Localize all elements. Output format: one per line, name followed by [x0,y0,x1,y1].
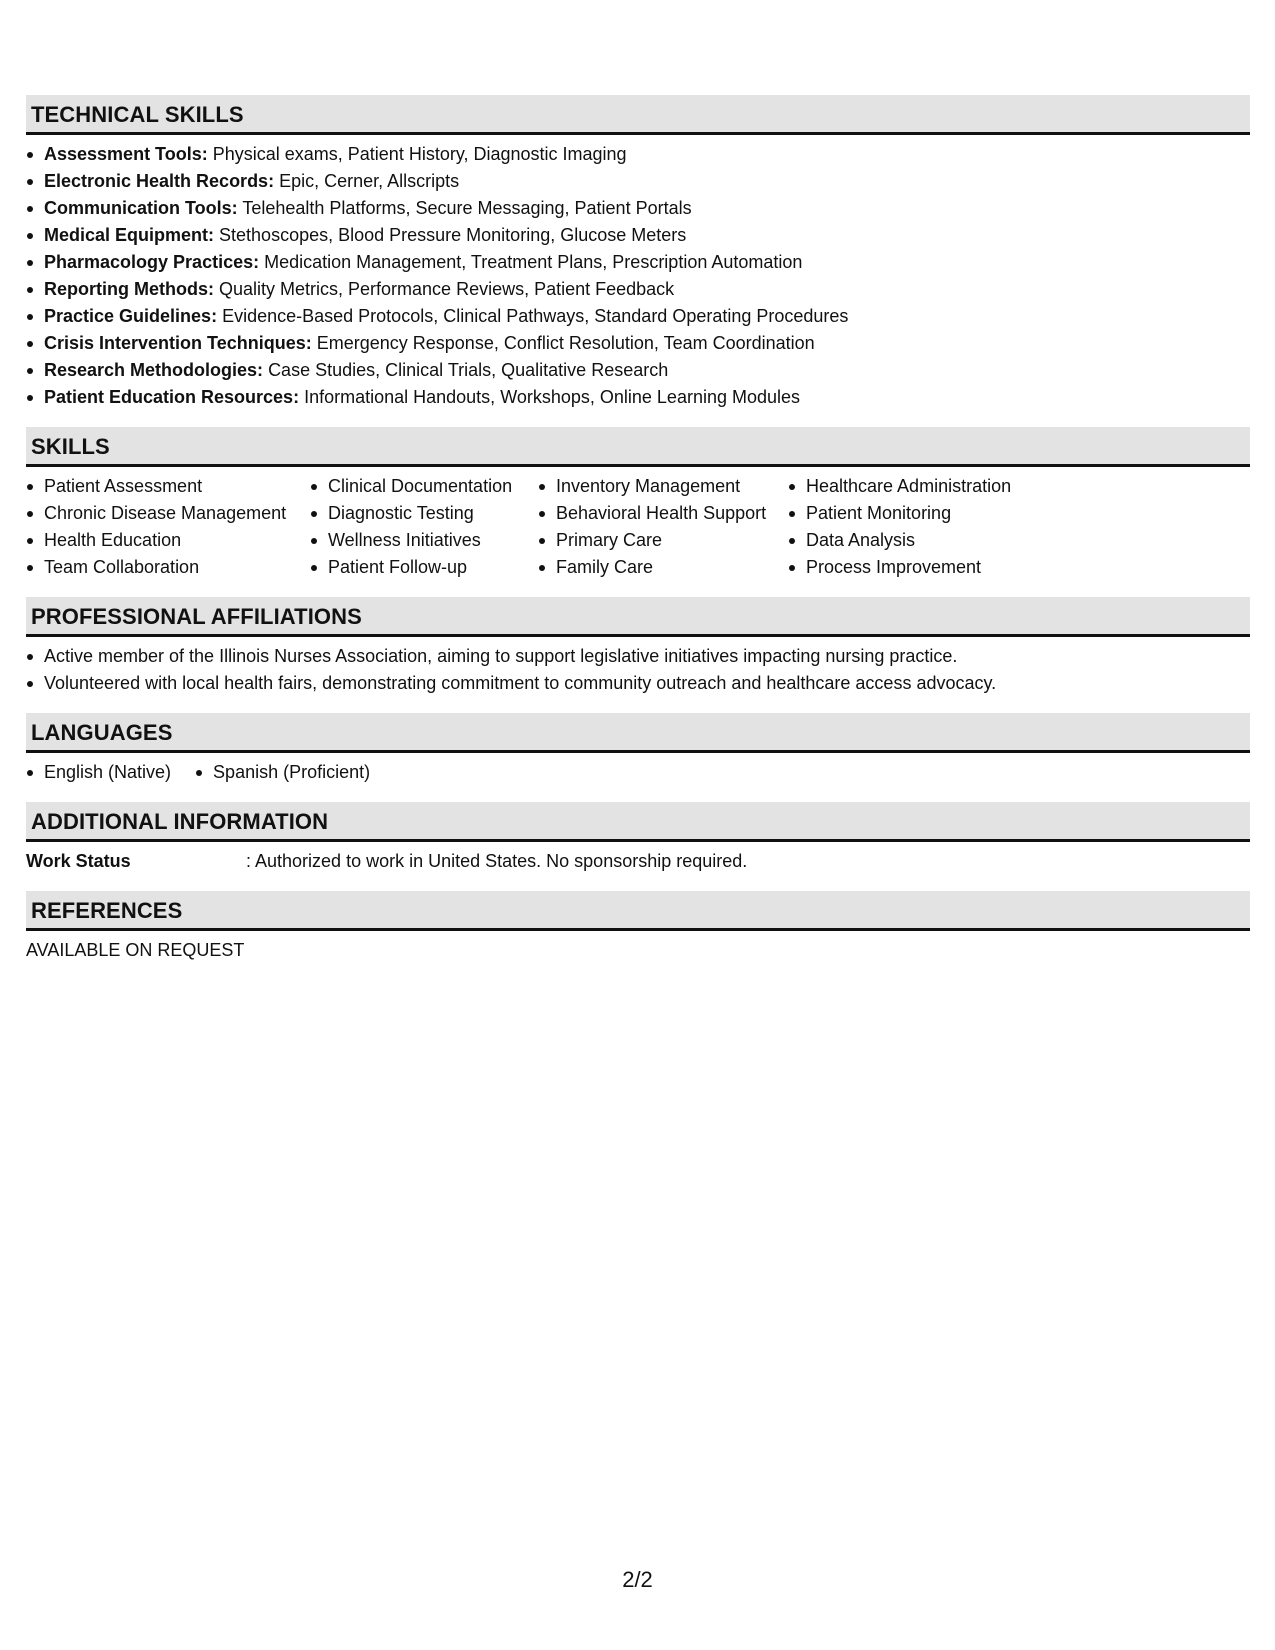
list-item: Family Care [538,554,788,581]
list-item: Volunteered with local health fairs, demonstrating commitment to community outreach and healthcare access advocacy. [26,670,1250,697]
skills-section [26,427,1250,581]
section-header-skills: SKILLS [26,427,1250,467]
list-item: Primary Care [538,527,788,554]
list-item: Electronic Health Records: Epic, Cerner, Allscripts [26,168,1250,195]
section-header-affiliations: PROFESSIONAL AFFILIATIONS [26,597,1250,637]
list-item: Patient Monitoring [788,500,1048,527]
list-item: Inventory Management [538,473,788,500]
technical-skills-section [26,95,1250,411]
technical-skills-list [26,141,1250,411]
page-number: 2/2 [622,1567,653,1592]
list-item: Assessment Tools: Physical exams, Patient History, Diagnostic Imaging [26,141,1250,168]
list-item: Data Analysis [788,527,1048,554]
list-item: Diagnostic Testing [310,500,538,527]
list-item: Patient Assessment [26,473,310,500]
skills-column-3 [538,473,788,581]
affiliations-section [26,597,1250,697]
additional-info-section [26,802,1250,875]
affiliations-list [26,643,1250,697]
list-item: Team Collaboration [26,554,310,581]
references-section [26,891,1250,964]
work-status-value: : Authorized to work in United States. No sponsorship required. [246,851,748,871]
section-header-languages: LANGUAGES [26,713,1250,753]
skills-column-4 [788,473,1048,581]
languages-section [26,713,1250,786]
section-header-technical-skills: TECHNICAL SKILLS [26,95,1250,135]
section-header-additional-info: ADDITIONAL INFORMATION [26,802,1250,842]
list-item: Pharmacology Practices: Medication Management, Treatment Plans, Prescription Automation [26,249,1250,276]
resume-page [26,95,1250,980]
skills-column-2 [310,473,538,581]
list-item: Research Methodologies: Case Studies, Clinical Trials, Qualitative Research [26,357,1250,384]
section-header-references: REFERENCES [26,891,1250,931]
list-item: Patient Follow-up [310,554,538,581]
work-status-row [26,848,1250,875]
list-item: English (Native) [26,759,171,786]
list-item: Patient Education Resources: Informational Handouts, Workshops, Online Learning Modules [26,384,1250,411]
list-item: Health Education [26,527,310,554]
list-item: Crisis Intervention Techniques: Emergency Response, Conflict Resolution, Team Coordination [26,330,1250,357]
references-text: AVAILABLE ON REQUEST [26,940,245,960]
list-item: Practice Guidelines: Evidence-Based Protocols, Clinical Pathways, Standard Operating Procedures [26,303,1250,330]
list-item: Process Improvement [788,554,1048,581]
list-item: Clinical Documentation [310,473,538,500]
list-item: Healthcare Administration [788,473,1048,500]
list-item: Wellness Initiatives [310,527,538,554]
list-item: Spanish (Proficient) [195,759,370,786]
list-item: Active member of the Illinois Nurses Association, aiming to support legislative initiatives impacting nursing practice. [26,643,1250,670]
languages-list [26,759,1250,786]
list-item: Reporting Methods: Quality Metrics, Performance Reviews, Patient Feedback [26,276,1250,303]
list-item: Communication Tools: Telehealth Platforms, Secure Messaging, Patient Portals [26,195,1250,222]
skills-column-1 [26,473,310,581]
work-status-label: Work Status [26,851,131,871]
list-item: Chronic Disease Management [26,500,310,527]
skills-grid [26,473,1250,581]
list-item: Medical Equipment: Stethoscopes, Blood Pressure Monitoring, Glucose Meters [26,222,1250,249]
list-item: Behavioral Health Support [538,500,788,527]
